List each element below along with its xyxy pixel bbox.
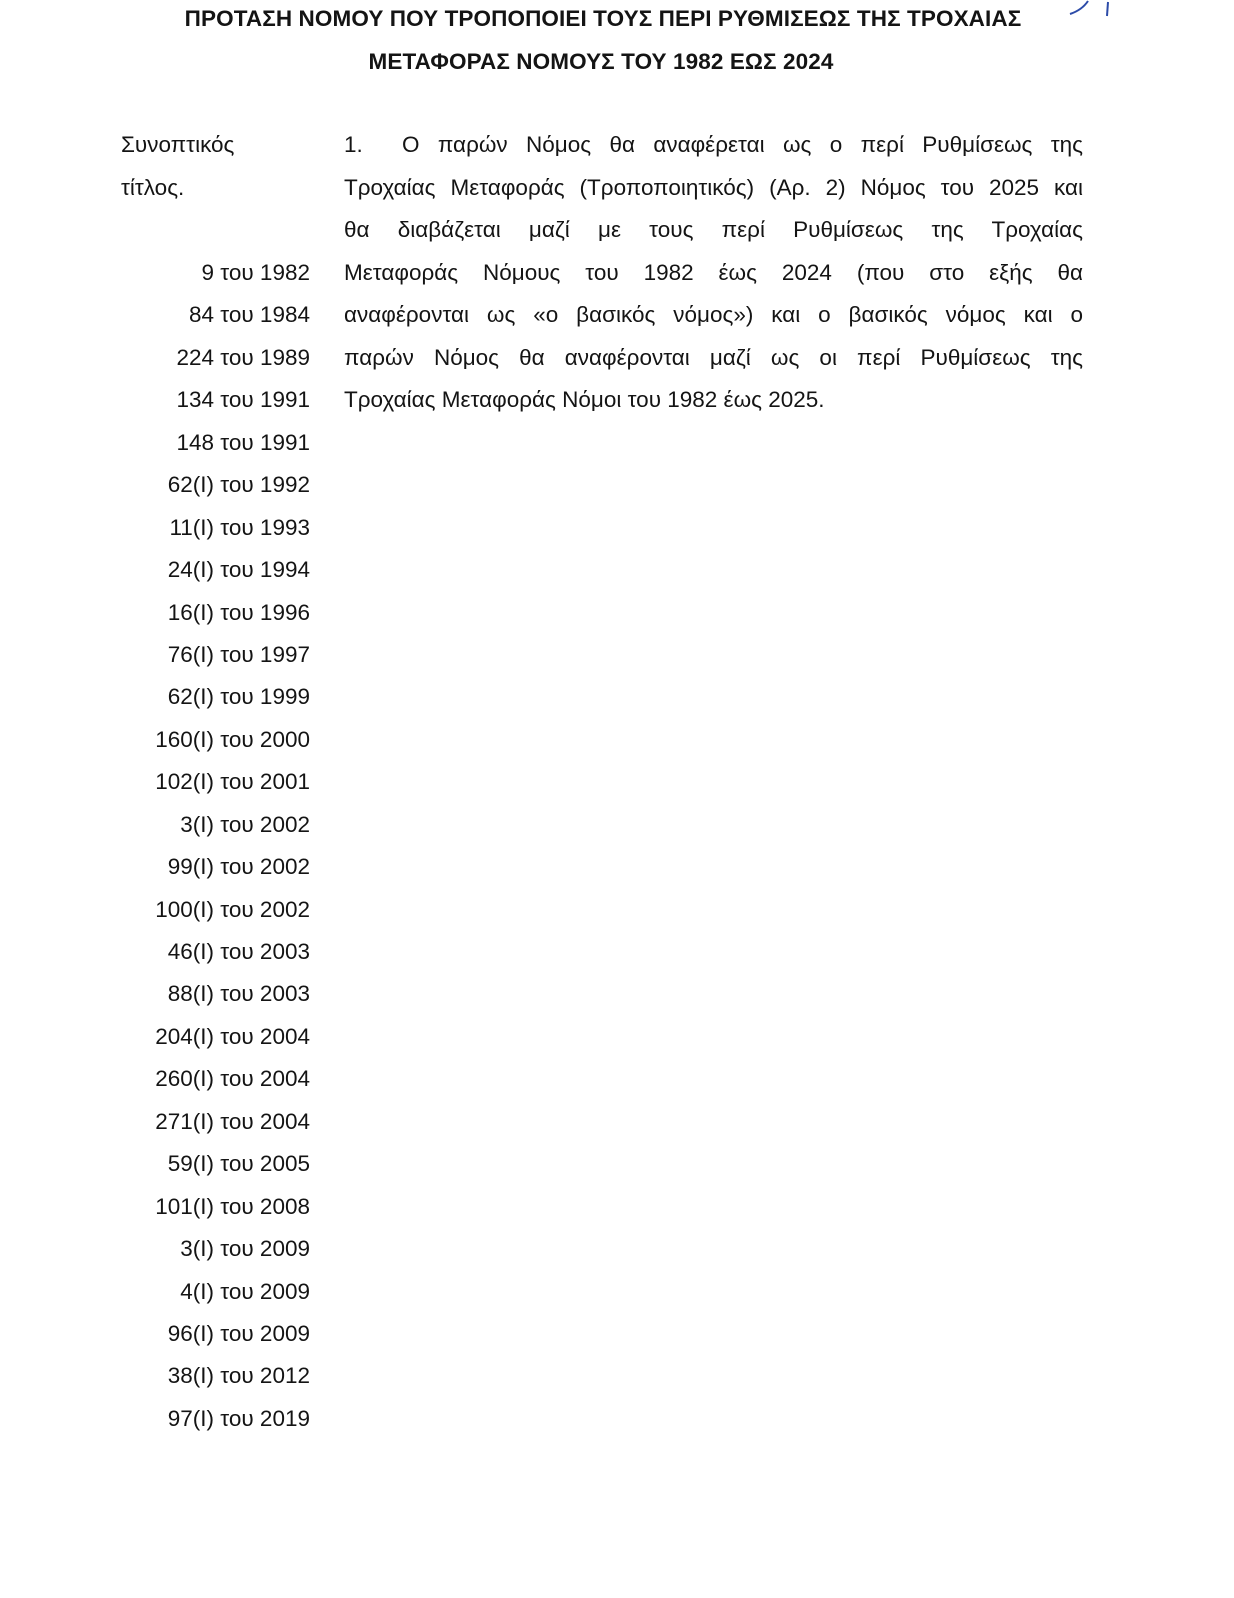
section-line: θα διαβάζεται μαζί με τους περί Ρυθμίσεως της Τροχαίας (344, 217, 1083, 242)
margin-note-line-2: τίτλος. (121, 175, 185, 200)
section-1-paragraph (344, 130, 1083, 428)
citation-item: 4(I) του 2009 (180, 1278, 310, 1304)
section-line: αναφέρονται ως «ο βασικός νόμος») και ο βασικός νόμος και ο (344, 302, 1083, 327)
section-line: Τροχαίας Μεταφοράς (Τροποποιητικός) (Αρ. 2) Νόμος του 2025 και (344, 174, 1083, 200)
section-1-line-1 (344, 130, 1083, 173)
citation-item: 160(I) του 2000 (155, 726, 310, 752)
law-citations-list (100, 258, 310, 1446)
citation-item: 46(I) του 2003 (167, 939, 310, 964)
citation-item: 9 του 1982 (201, 260, 310, 285)
citation-item: 102(I) του 2001 (155, 769, 310, 795)
section-line: παρών Νόμος θα αναφέρονται μαζί ως οι περί Ρυθμίσεως της (344, 344, 1083, 370)
citation-item: 99(I) του 2002 (167, 854, 310, 880)
document-title-line-1: ΠΡΟΤΑΣΗ ΝΟΜΟΥ ΠΟΥ ΤΡΟΠΟΠΟΙΕΙ ΤΟΥΣ ΠΕΡΙ ΡΥΘΜΙΣΕΩΣ ΤΗΣ ΤΡΟΧΑΙΑΣ (184, 6, 1022, 31)
citation-item: 62(I) του 1999 (167, 684, 310, 710)
citation-item: 224 του 1989 (176, 344, 310, 370)
citation-item: 59(I) του 2005 (167, 1151, 310, 1177)
section-number: 1. (344, 132, 363, 157)
citation-item: 134 του 1991 (176, 387, 310, 413)
citation-item: 101(I) του 2008 (155, 1193, 310, 1219)
citation-item: 271(I) του 2004 (155, 1108, 310, 1134)
citation-item: 260(I) του 2004 (155, 1066, 310, 1092)
margin-note-line-1: Συνοπτικός (121, 132, 235, 157)
section-line-text: Ο παρών Νόμος θα αναφέρεται ως ο περί Ρυθμίσεως της (402, 132, 1083, 157)
citation-item: 3(I) του 2009 (180, 1236, 310, 1262)
citation-item: 76(I) του 1997 (167, 641, 310, 667)
document-title-line-2: ΜΕΤΑΦΟΡΑΣ ΝΟΜΟΥΣ ΤΟΥ 1982 ΕΩΣ 2024 (368, 49, 834, 74)
citation-item: 84 του 1984 (189, 302, 310, 328)
citation-item: 100(I) του 2002 (155, 896, 310, 922)
citation-item: 16(I) του 1996 (167, 599, 310, 625)
citation-item: 38(I) του 2012 (167, 1363, 310, 1389)
citation-item: 3(I) του 2002 (180, 811, 310, 837)
citation-item: 97(I) του 2019 (167, 1405, 310, 1431)
citation-item: 204(I) του 2004 (155, 1023, 310, 1049)
citation-item: 62(I) του 1992 (167, 472, 310, 498)
citation-item: 96(I) του 2009 (167, 1320, 310, 1346)
section-line: Μεταφοράς Νόμους του 1982 έως 2024 (που στο εξής θα (344, 259, 1083, 285)
section-line: Τροχαίας Μεταφοράς Νόμοι του 1982 έως 2025. (344, 387, 825, 412)
citation-item: 11(I) του 1993 (169, 514, 310, 540)
citation-item: 24(I) του 1994 (167, 557, 310, 583)
citation-item: 148 του 1991 (176, 429, 310, 455)
pen-mark-icon (1060, 0, 1234, 20)
citation-item: 88(I) του 2003 (167, 981, 310, 1007)
